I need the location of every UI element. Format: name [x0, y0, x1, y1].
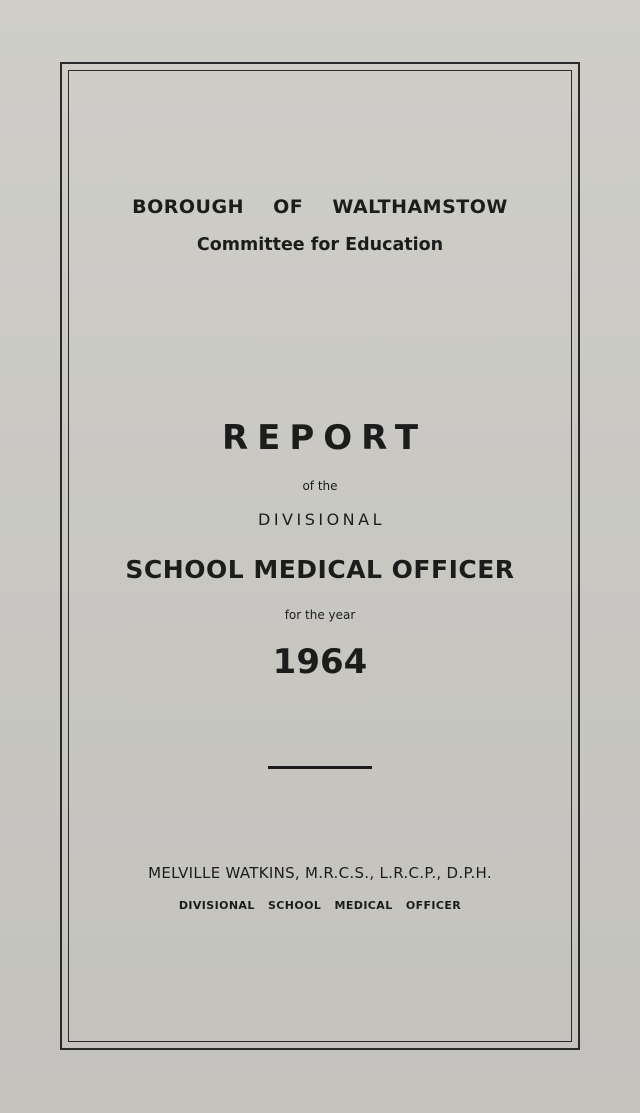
author-name: MELVILLE WATKINS, M.R.C.S., L.R.C.P., D.P.H. [148, 864, 492, 882]
borough-heading: BOROUGH OF WALTHAMSTOW [132, 196, 508, 218]
divider-rule [268, 766, 372, 769]
of-the-text: of the [302, 479, 338, 493]
committee-heading: Committee for Education [196, 235, 444, 255]
author-title: DIVISIONAL SCHOOL MEDICAL OFFICER [178, 899, 462, 912]
divisional-text: DIVISIONAL [258, 510, 385, 529]
officer-title: SCHOOL MEDICAL OFFICER [125, 555, 515, 584]
for-the-year-text: for the year [284, 608, 356, 622]
report-year: 1964 [272, 642, 368, 682]
report-title: REPORT [221, 418, 428, 458]
